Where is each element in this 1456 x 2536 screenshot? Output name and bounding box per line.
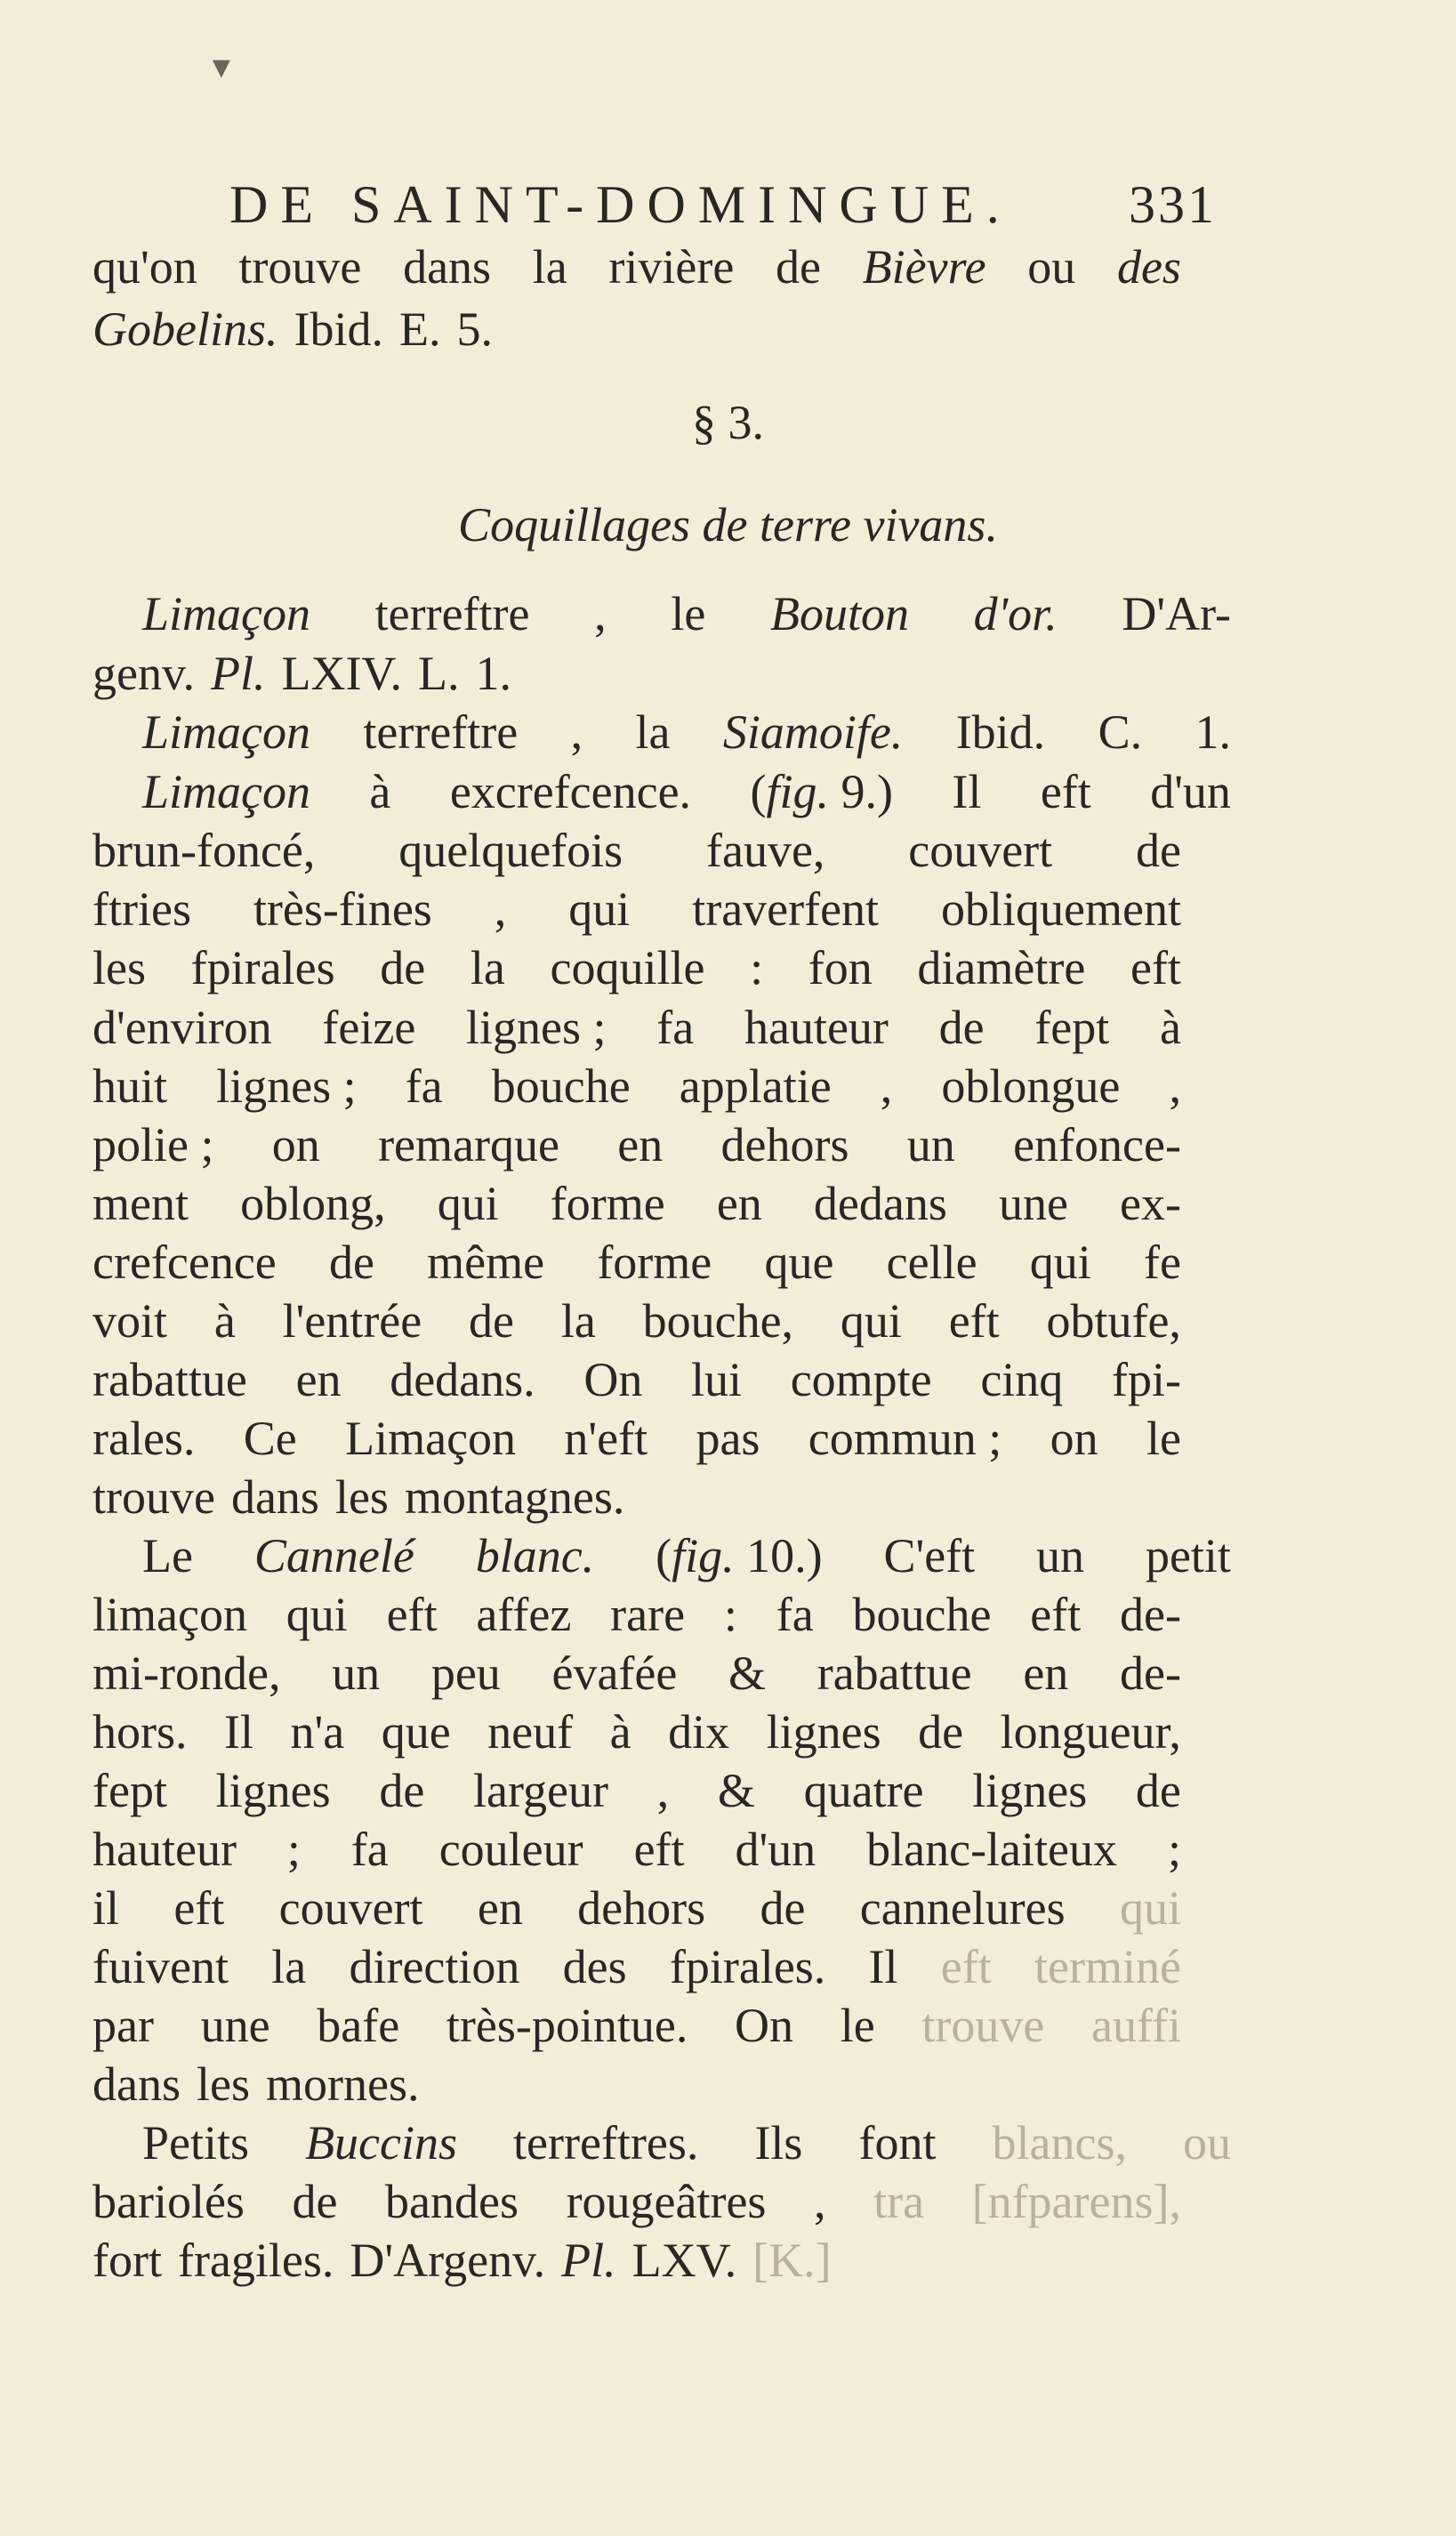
text-line: d'environ feize lignes ; fa hauteur de fept à [93, 1001, 1181, 1054]
section-label: § 3. [692, 396, 764, 449]
text-line: bariolés de bandes rougeâtres , tra [nfparens], [93, 2175, 1181, 2228]
text-line: hauteur ; fa couleur eft d'un blanc-laiteux ; [93, 1823, 1181, 1876]
text-line: polie ; on remarque en dehors un enfonce- [93, 1118, 1181, 1171]
text-line: Limaçon terreftre , la Siamoife. Ibid. C. 1. [142, 705, 1231, 759]
text-line: crefcence de même forme que celle qui fe [93, 1236, 1181, 1289]
text-line: rabattue en dedans. On lui compte cinq fpi- [93, 1353, 1181, 1406]
text-line: fort fragiles. D'Argenv. Pl. LXV. [K.] [93, 2234, 832, 2287]
text-line: par une bafe très-pointue. On le trouve auffi [93, 1999, 1181, 2052]
text-line: limaçon qui eft affez rare : fa bouche eft de- [93, 1588, 1181, 1641]
page-number: 331 [1129, 175, 1217, 234]
text-line: hors. Il n'a que neuf à dix lignes de longueur, [93, 1705, 1181, 1759]
text-line: Limaçon à excrefcence. (fig. 9.) Il eft d'un [142, 765, 1231, 818]
text-line: Le Cannelé blanc. (fig. 10.) C'eft un petit [142, 1529, 1231, 1582]
text-line: les fpirales de la coquille : fon diamètre eft [93, 941, 1181, 994]
section-title: Coquillages de terre vivans. [458, 498, 998, 551]
text-line: Petits Buccins terreftres. Ils font blancs, ou [142, 2116, 1231, 2170]
text-line: dans les mornes. [93, 2057, 420, 2111]
text-line: trouve dans les montagnes. [93, 1470, 625, 1524]
text-line: mi-ronde, un peu évafée & rabattue en de- [93, 1646, 1181, 1700]
text-line: qu'on trouve dans la rivière de Bièvre ou des [93, 240, 1181, 294]
text-line: brun-foncé, quelquefois fauve, couvert de [93, 824, 1181, 877]
text-line: ftries très-fines , qui traverfent obliquement [93, 882, 1181, 936]
running-head [229, 174, 1217, 246]
text-line: fuivent la direction des fpirales. Il eft terminé [93, 1940, 1181, 1993]
text-line: genv. Pl. LXIV. L. 1. [93, 647, 511, 700]
text-line: fept lignes de largeur , & quatre lignes de [93, 1764, 1181, 1817]
text-line: ment oblong, qui forme en dedans une ex- [93, 1177, 1181, 1230]
text-line: il eft couvert en dehors de cannelures qui [93, 1881, 1181, 1935]
printer-mark: ▼ [206, 52, 237, 85]
text-line: voit à l'entrée de la bouche, qui eft obtufe, [93, 1294, 1181, 1348]
text-line: rales. Ce Limaçon n'eft pas commun ; on le [93, 1412, 1181, 1465]
text-line: Gobelins. Ibid. E. 5. [93, 302, 493, 356]
running-head-title: DE SAINT-DOMINGUE. [229, 175, 1012, 234]
text-line: huit lignes ; fa bouche applatie , oblongue , [93, 1059, 1181, 1113]
text-line: Limaçon terreftre , le Bouton d'or. D'Ar- [142, 587, 1231, 640]
